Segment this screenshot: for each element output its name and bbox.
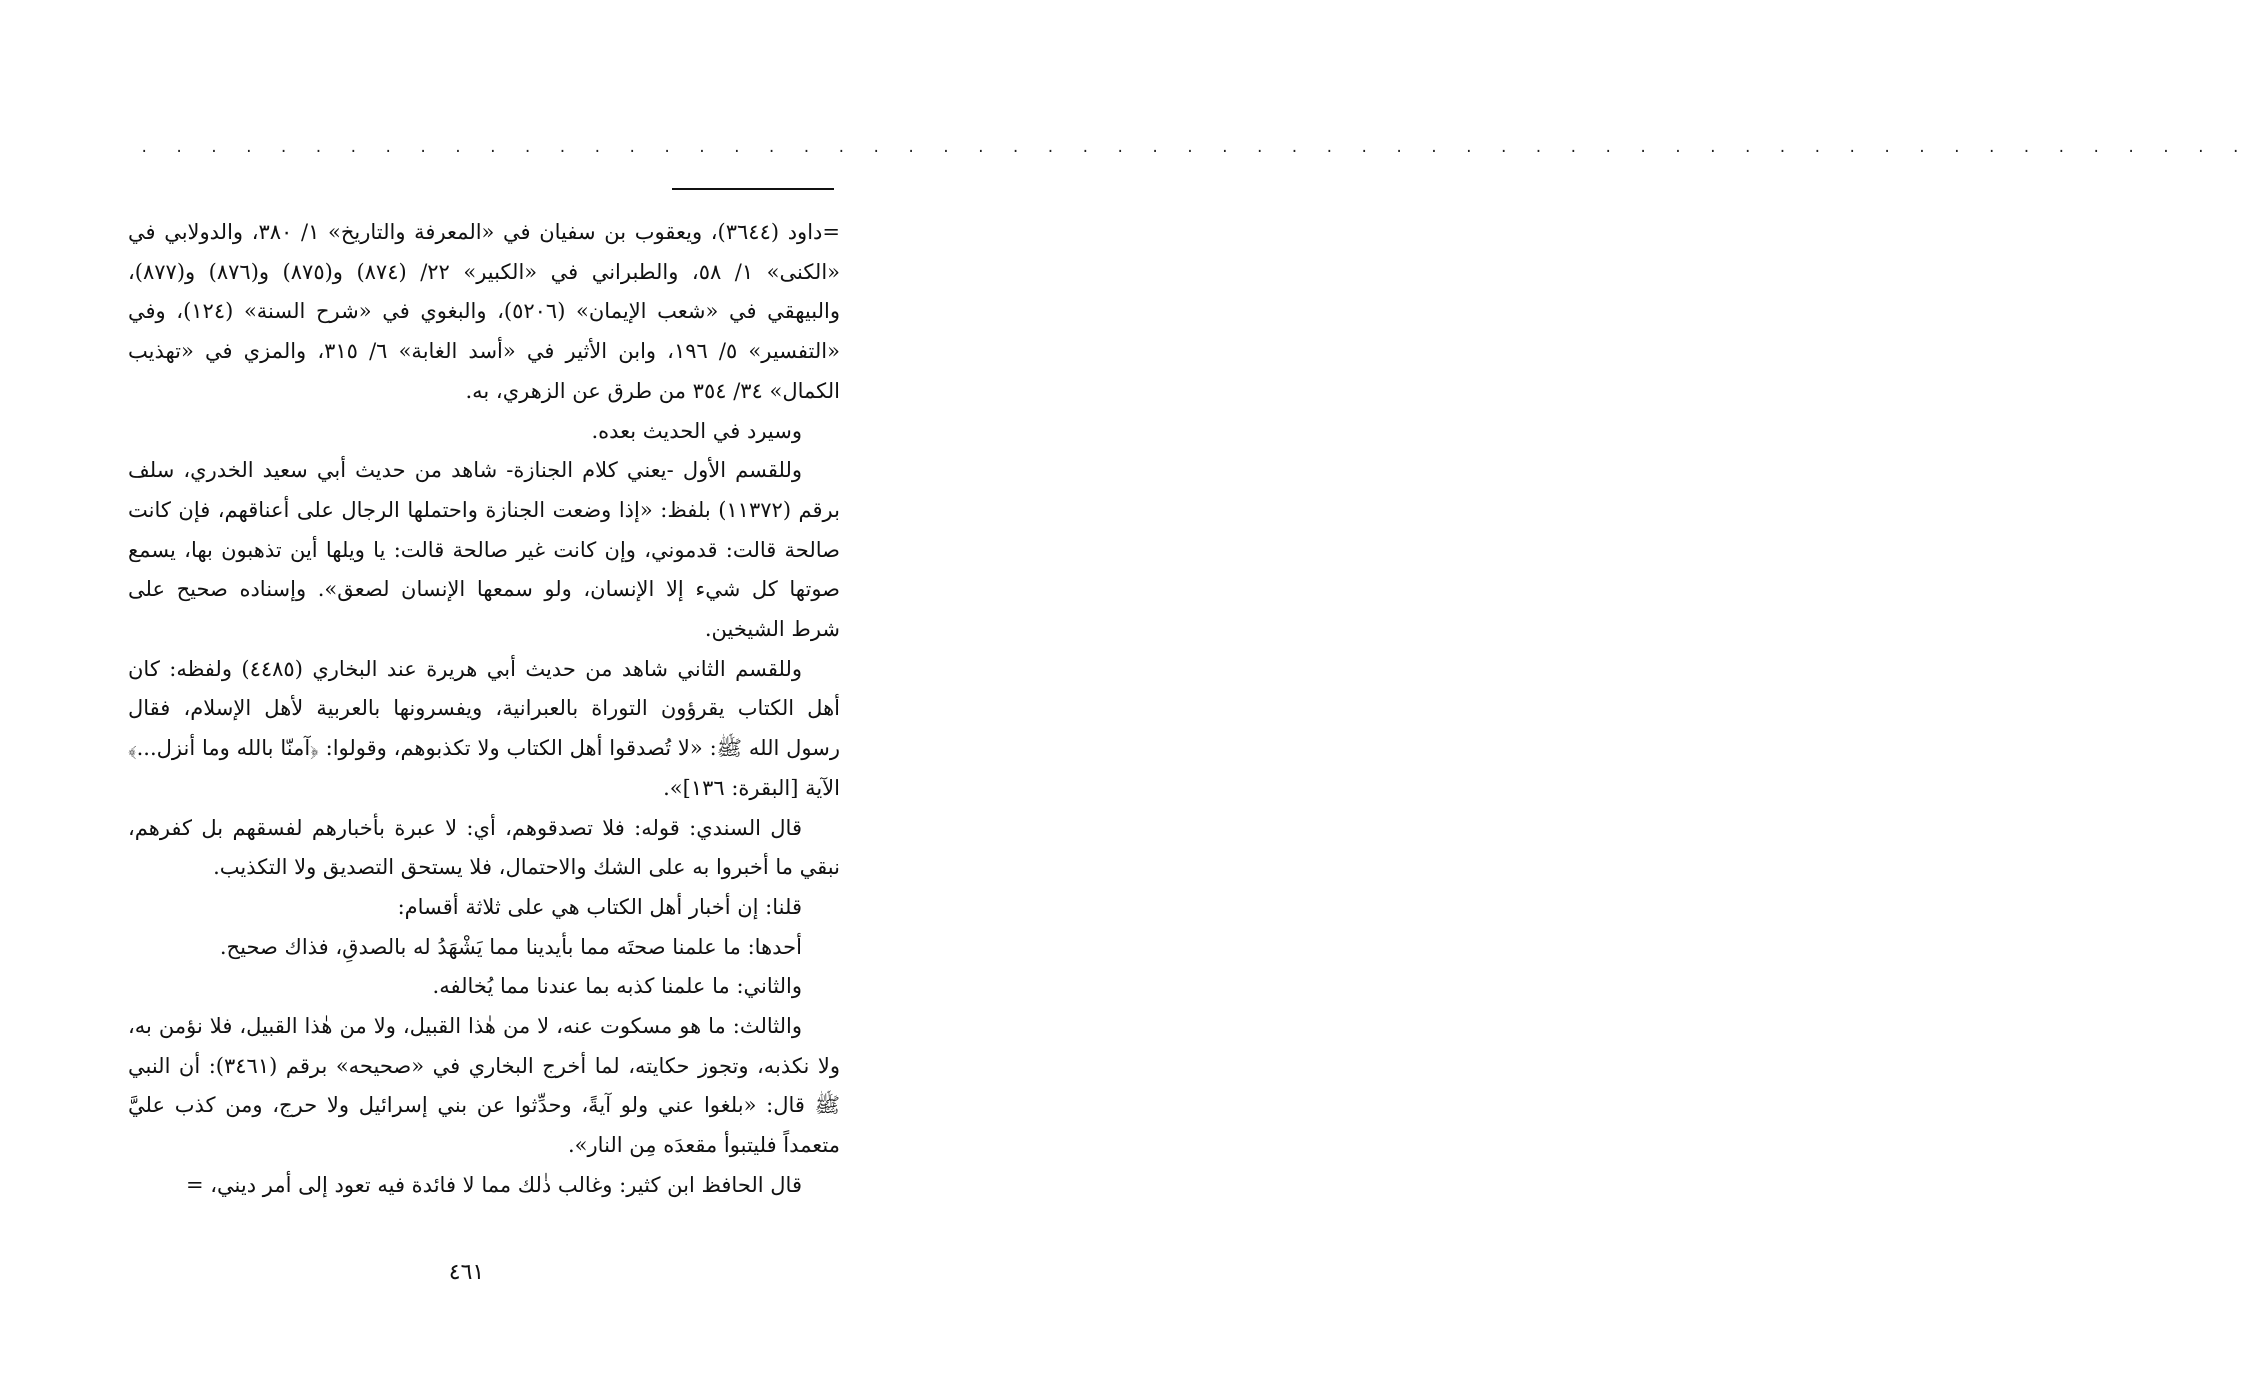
footnote-paragraph: والثاني: ما علمنا كذبه بما عندنا مما يُخالفه. xyxy=(432,974,802,999)
footnote-paragraph: قال السندي: قوله: فلا تصدقوهم، أي: لا عبرة بأخبارهم لفسقهم بل كفرهم، نبقي ما أخبروا به على الشك والاحتمال، فلا يستحق التصديق ولا التكذيب. xyxy=(128,815,840,880)
footnote-paragraph: وللقسم الثاني شاهد من حديث أبي هريرة عند البخاري (٤٤٨٥) ولفظه: كان أهل الكتاب يقرؤون التوراة بالعبرانية، ويفسرونها بالعربية لأهل الإسلام، فقال رسول الله ﷺ: «لا تُصدقوا أهل الكتاب ولا تكذبوهم، وقولوا: ﴿آمنّا بالله وما أنزل...﴾ الآية [البقرة: ١٣٦]». xyxy=(128,656,840,800)
footnote-paragraph: أحدها: ما علمنا صحتَه مما بأيدينا مما يَشْهَدُ له بالصدقِ، فذاك صحيح. xyxy=(219,934,802,959)
separator-dots: . . . . . . . . . . . . . . . . . . . . . . . . . . . . . . . . . . . . . . . . . . . . . . . . . . . . . . . . . . . . . xyxy=(140,140,2249,156)
footnote-paragraph: وسيرد في الحديث بعده. xyxy=(591,418,802,443)
footnote-paragraph: قلنا: إن أخبار أهل الكتاب هي على ثلاثة أقسام: xyxy=(397,894,802,919)
page-number: ٤٦١ xyxy=(448,1260,485,1285)
footnote-body xyxy=(128,213,840,1206)
footnote-paragraph: قال الحافظ ابن كثير: وغالب ذٰلك مما لا فائدة فيه تعود إلى أمر ديني، = xyxy=(186,1172,802,1197)
footnote-paragraph: =داود (٣٦٤٤)، ويعقوب بن سفيان في «المعرفة والتاريخ» ١/ ٣٨٠، والدولابي في «الكنى» ١/ ٥٨، والطبراني في «الكبير» ٢٢/ (٨٧٤) و(٨٧٥) و(٨٧٦) و(٨٧٧)، والبيهقي في «شعب الإيمان» (٥٢٠٦)، والبغوي في «شرح السنة» (١٢٤)، وفي «التفسير» ٥/ ١٩٦، وابن الأثير في «أسد الغابة» ٦/ ٣١٥، والمزي في «تهذيب الكمال» ٣٤/ ٣٥٤ من طرق عن الزهري، به. xyxy=(128,220,841,403)
footnote-paragraph: وللقسم الأول -يعني كلام الجنازة- شاهد من حديث أبي سعيد الخدري، سلف برقم (١١٣٧٢) بلفظ: «إذا وضعت الجنازة واحتملها الرجال على أعناقهم، فإن كانت صالحة قالت: قدموني، وإن كانت غير صالحة قالت: يا ويلها أين تذهبون بها، يسمع صوتها كل شيء إلا الإنسان، ولو سمعها الإنسان لصعق». وإسناده صحيح على شرط الشيخين. xyxy=(128,458,840,642)
footnote-rule xyxy=(672,188,834,190)
footnote-paragraph: والثالث: ما هو مسكوت عنه، لا من هٰذا القبيل، ولا من هٰذا القبيل، فلا نؤمن به، ولا نكذبه، وتجوز حكايته، لما أخرج البخاري في «صحيحه» برقم (٣٤٦١): أن النبي ﷺ قال: «بلغوا عني ولو آيةً، وحدِّثوا عن بني إسرائيل ولا حرج، ومن كذب عليَّ متعمداً فليتبوأ مقعدَه مِن النار». xyxy=(128,1014,840,1158)
